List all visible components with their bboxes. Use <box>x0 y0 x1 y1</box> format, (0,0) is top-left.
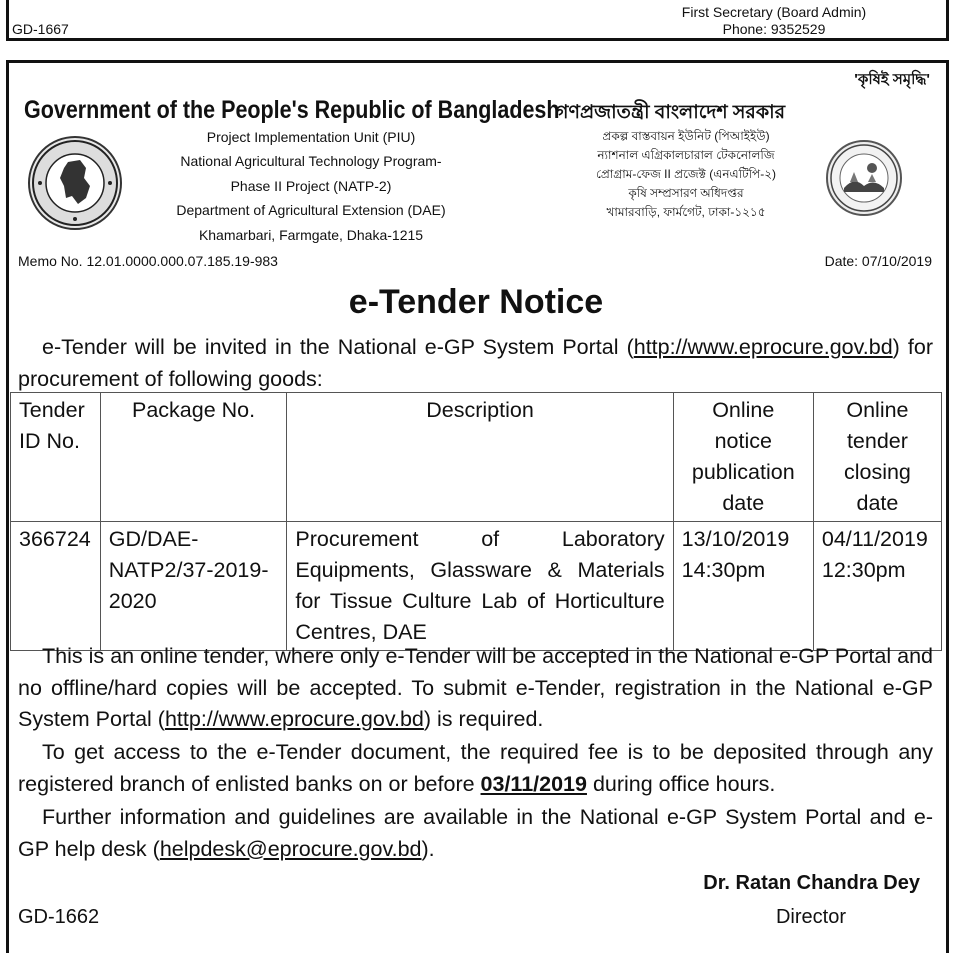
government-title-english: Government of the People's Republic of Bangladesh <box>24 96 560 124</box>
previous-notice-phone: Phone: 9352529 <box>722 21 826 37</box>
memo-number: Memo No. 12.01.0000.000.07.185.19-983 <box>18 253 278 269</box>
notice-title: e-Tender Notice <box>348 283 604 321</box>
cell-tender-id: 366724 <box>11 522 101 651</box>
eprocure-link[interactable]: http://www.eprocure.gov.bd <box>633 335 893 359</box>
address-en-line: Khamarbari, Farmgate, Dhaka-1215 <box>198 227 424 243</box>
tender-table <box>10 392 942 651</box>
deadline-date: 03/11/2019 <box>480 771 587 796</box>
cell-description: Procurement of Laboratory Equipments, Glassware & Materials for Tissue Culture Lab of Horticulture Centres, DAE <box>287 522 673 651</box>
header-description: Description <box>287 393 673 522</box>
intro-paragraph: e-Tender will be invited in the National e-GP System Portal (http://www.eprocure.gov.bd) for procurement of following goods: <box>18 335 933 391</box>
address-en-line: Phase II Project (NATP-2) <box>230 178 392 194</box>
address-bn-line: ন্যাশনাল এগ্রিকালচারাল টেকনোলজি <box>597 148 775 162</box>
footer-ref: GD-1662 <box>18 906 100 928</box>
address-en-line: Department of Agricultural Extension (DAE) <box>176 202 446 218</box>
address-en-line: Project Implementation Unit (PIU) <box>206 129 416 145</box>
helpdesk-email-link[interactable]: helpdesk@eprocure.gov.bd <box>159 836 422 861</box>
fee-paragraph: To get access to the e-Tender document, the required fee is to be deposited through any registered branch of enlisted banks on or before 03/11/2019 during office hours. <box>18 740 933 796</box>
previous-notice-signatory: First Secretary (Board Admin) <box>681 4 867 20</box>
government-seal <box>28 136 122 230</box>
previous-notice-ref: GD-1667 <box>12 21 69 37</box>
cell-package-no: GD/DAE-NATP2/37-2019-2020 <box>100 522 287 651</box>
government-seal-icon <box>30 138 120 228</box>
eprocure-link[interactable]: http://www.eprocure.gov.bd <box>164 707 424 731</box>
signatory-title: Director <box>775 906 846 928</box>
header-closing-date: Online tender closing date <box>813 393 941 522</box>
header-package-no: Package No. <box>100 393 287 522</box>
slogan: 'কৃষিই সমৃদ্ধি' <box>854 71 930 88</box>
cell-closing-date: 04/11/2019 12:30pm <box>813 522 941 651</box>
cell-publication-date: 13/10/2019 14:30pm <box>673 522 813 651</box>
header-tender-id: Tender ID No. <box>11 393 101 522</box>
address-bn-line: প্রকল্প বাস্তবায়ন ইউনিট (পিআইইউ) <box>602 129 770 143</box>
government-title-bangla: গণপ্রজাতন্ত্রী বাংলাদেশ সরকার <box>556 102 786 123</box>
signatory-name: Dr. Ratan Chandra Dey <box>703 872 920 894</box>
table-header-row <box>11 393 942 522</box>
notice-date: Date: 07/10/2019 <box>824 253 932 269</box>
info-paragraph: Further information and guidelines are available in the National e-GP System Portal and e-GP help desk (helpdesk@eprocure.gov.bd). <box>18 805 933 861</box>
address-bn-line: প্রোগ্রাম-ফেজ II প্রজেক্ট (এনএটিপি-২) <box>596 167 776 181</box>
table-row <box>11 522 942 651</box>
dae-seal-icon <box>828 142 900 214</box>
address-bn-line: কৃষি সম্প্রসারণ অধিদপ্তর <box>628 186 744 200</box>
dae-seal <box>826 140 902 216</box>
header-publication-date: Online notice publication date <box>673 393 813 522</box>
address-bn-line: খামারবাড়ি, ফার্মগেট, ঢাকা-১২১৫ <box>606 205 766 219</box>
address-en-line: National Agricultural Technology Program- <box>180 153 442 169</box>
online-tender-paragraph: This is an online tender, where only e-Tender will be accepted in the National e-GP Portal and no offline/hard copies will be accepted. To submit e-Tender, registration in the National e-GP System Portal (http://www.eprocure.gov.bd) is required. <box>18 644 933 731</box>
